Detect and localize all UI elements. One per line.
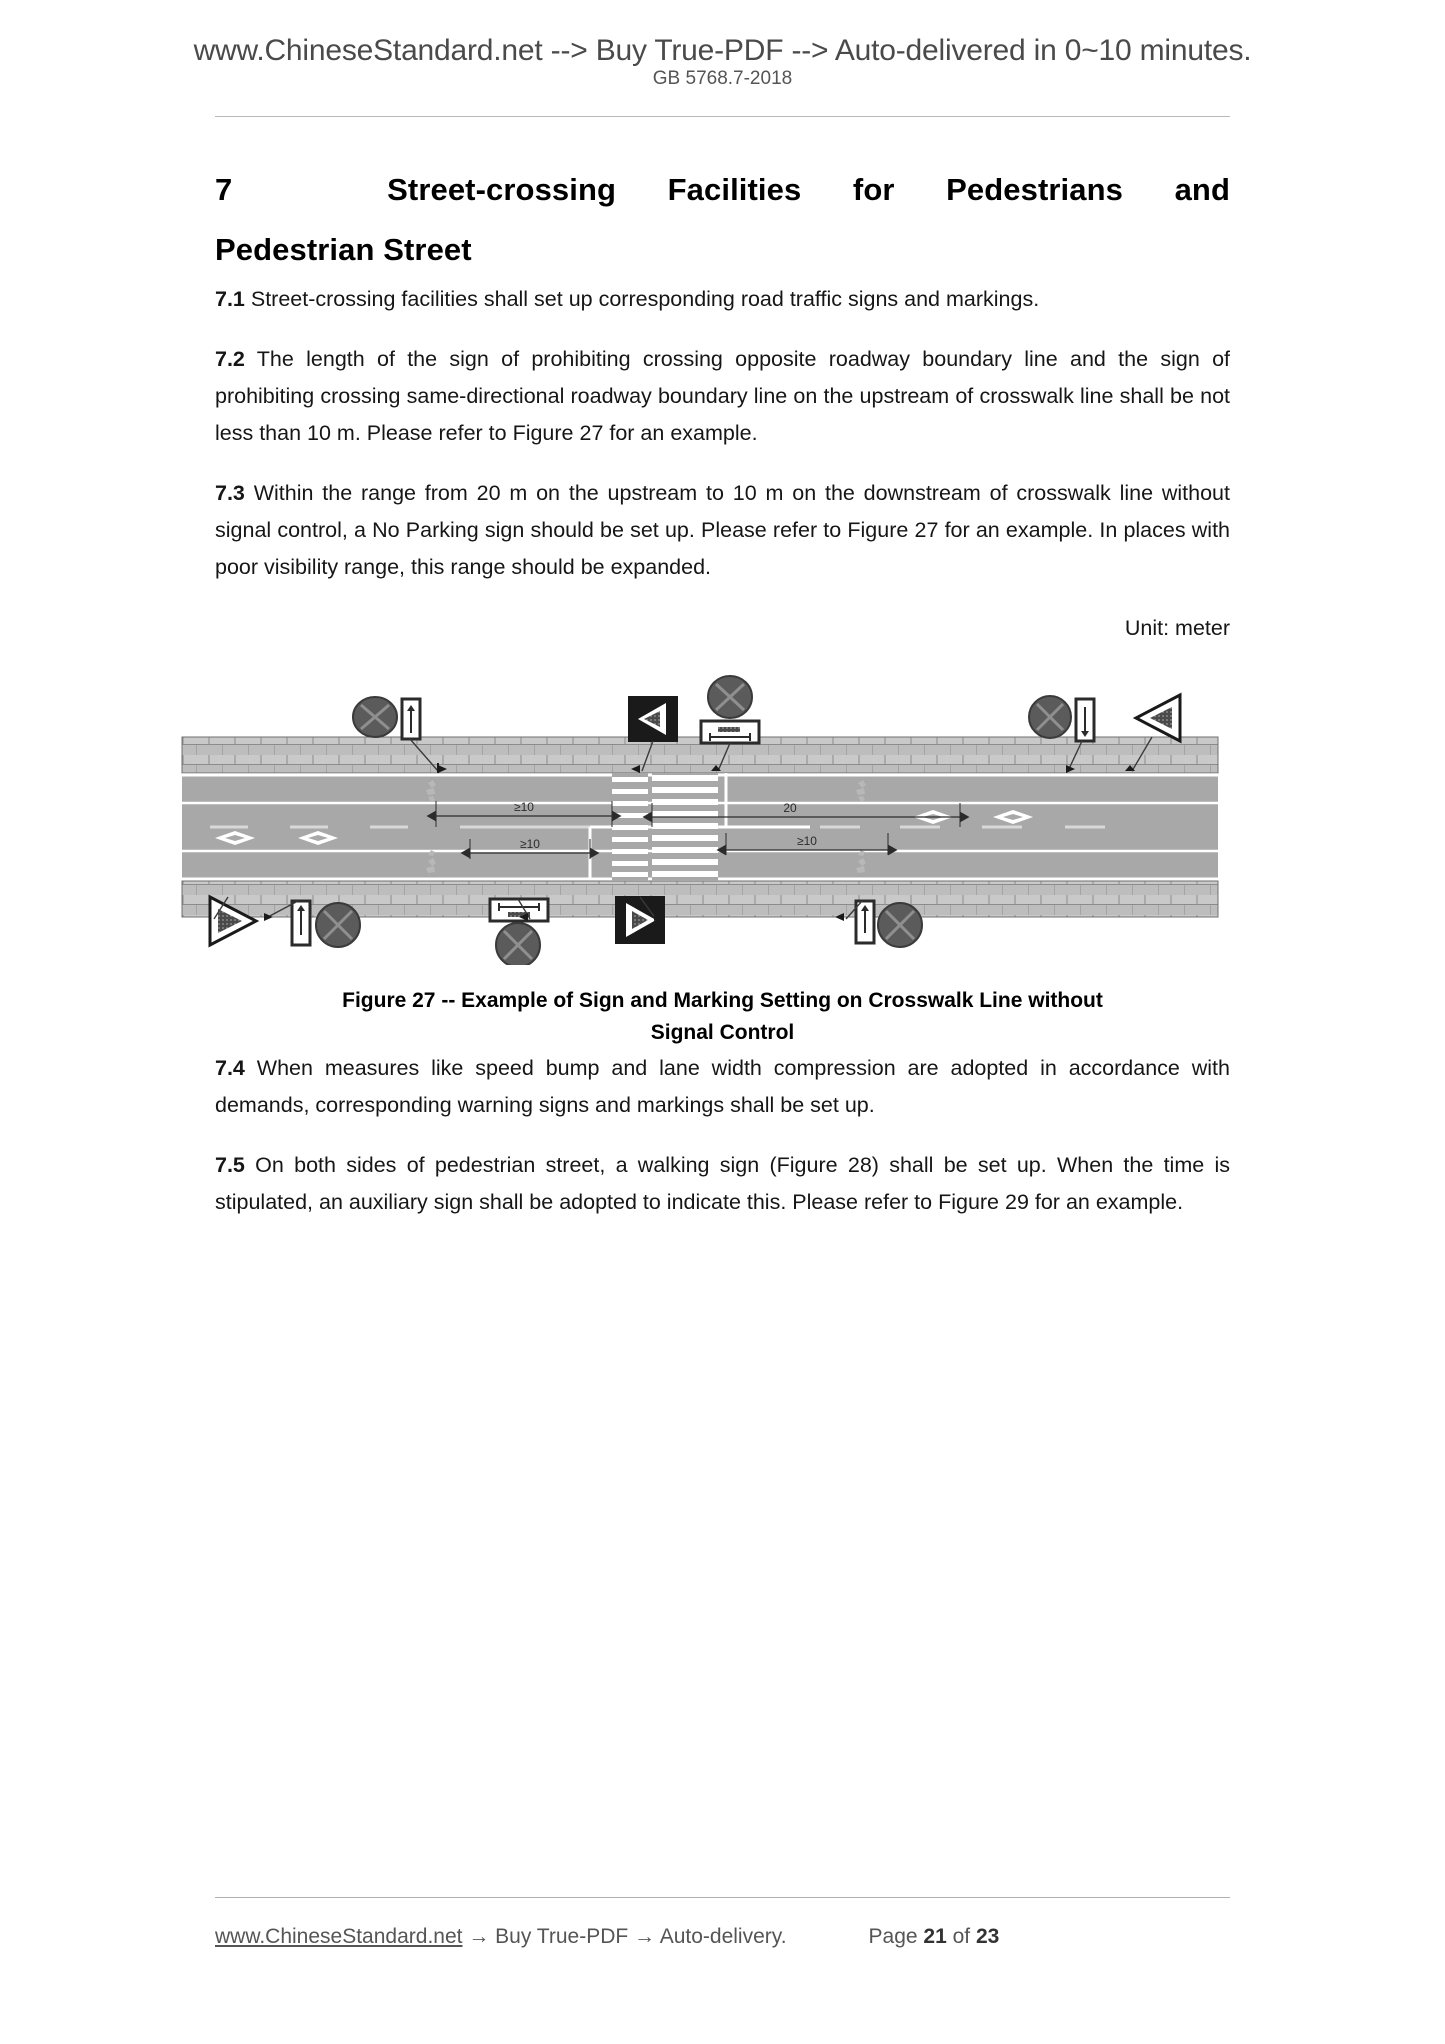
watermark-banner (0, 34, 1445, 68)
section-7-2-text: The length of the sign of prohibiting crossing opposite roadway boundary line and the sign of prohibiting crossing same-directional roadway boundary line on the upstream of crosswalk line shall be not less than 10 m. Please refer to Figure 27 for an example. (215, 346, 1230, 445)
sign-bottom-no-parking-3 (878, 903, 922, 947)
section-7-3 (215, 475, 1230, 586)
figure-caption-line-2: Signal Control (650, 1021, 795, 1045)
page-title (215, 160, 1230, 281)
heading-number: 7 (215, 172, 233, 207)
footer-site-link[interactable]: www.ChineseStandard.net (215, 1925, 463, 1948)
heading-line-2: Pedestrian Street (215, 232, 472, 268)
footer-promo (215, 1925, 787, 1949)
sign-top-prohibit-crossing-2 (1136, 695, 1180, 741)
dimension-label-lower-left: ≥10 (520, 836, 540, 851)
section-7-4-text: When measures like speed bump and lane width compression are adopted in accordance with demands, corresponding warning signs and markings shall be set up. (215, 1055, 1230, 1117)
figure-unit-label: Unit: meter (1124, 615, 1230, 640)
sign-top-auxiliary-plate-2 (701, 721, 759, 743)
section-7-1-text: Street-crossing facilities shall set up corresponding road traffic signs and markings. (244, 286, 1040, 311)
watermark-promo-text: www.ChineseStandard.net --> Buy True-PDF --> Auto-delivered in 0~10 minutes. (193, 34, 1252, 67)
sign-bottom-auxiliary-plate-1 (292, 901, 310, 945)
dimension-label-upper-right: 20 (783, 800, 797, 815)
section-7-2-number: 7.2 (215, 346, 245, 371)
sign-top-auxiliary-plate-1 (402, 699, 420, 739)
sign-bottom-auxiliary-plate-3 (856, 901, 874, 943)
page-content (215, 160, 1230, 1244)
sign-top-auxiliary-plate-3 (1076, 699, 1094, 741)
section-7-5 (215, 1147, 1230, 1221)
of-word: of (952, 1925, 971, 1948)
sign-bottom-prohibit-crossing-2 (616, 897, 664, 943)
sign-bottom-no-parking-2 (496, 923, 540, 965)
section-7-3-number: 7.3 (215, 480, 245, 505)
section-7-5-text: On both sides of pedestrian street, a walking sign (Figure 28) shall be set up. When the time is stipulated, an auxiliary sign shall be adopted to indicate this. Please refer to Figure 29 for an example. (215, 1152, 1230, 1214)
figure-caption-line-1: Figure 27 -- Example of Sign and Marking Setting on Crosswalk Line without (342, 988, 1103, 1012)
figure-27-caption (215, 985, 1230, 1050)
standard-code-label: GB 5768.7-2018 (652, 68, 793, 89)
sign-bottom-no-parking-1 (316, 903, 360, 947)
section-7-2 (215, 341, 1230, 452)
page-number-indicator (869, 1925, 1000, 1949)
section-7-1-number: 7.1 (215, 286, 245, 311)
sign-top-no-parking-1 (353, 697, 397, 737)
footer-tagline: → Buy True-PDF → Auto-delivery. (462, 1925, 787, 1948)
dimension-label-lower-right: ≥10 (797, 833, 817, 848)
footer-divider (215, 1897, 1230, 1898)
section-7-4 (215, 1050, 1230, 1124)
section-7-4-number: 7.4 (215, 1055, 245, 1080)
heading-text-1: Street-crossing Facilities for Pedestrians and (387, 172, 1230, 207)
page-footer (215, 1917, 1230, 1957)
figure-27 (215, 675, 1230, 965)
section-7-5-number: 7.5 (215, 1152, 245, 1177)
current-page-number: 21 (923, 1925, 947, 1948)
total-page-number: 23 (975, 1925, 1000, 1948)
crosswalk-zebra-marking (652, 773, 718, 881)
heading-line-1 (215, 160, 1230, 220)
sign-top-no-parking-2 (708, 676, 752, 718)
figure-27-diagram (170, 675, 1230, 965)
sign-top-prohibit-crossing-1 (629, 697, 677, 741)
section-7-1 (215, 281, 1230, 318)
dimension-label-upper-left: ≥10 (514, 799, 534, 814)
page-word: Page (868, 1925, 918, 1948)
sign-top-no-parking-3 (1029, 696, 1071, 738)
section-7-3-text: Within the range from 20 m on the upstream to 10 m on the downstream of crosswalk line without signal control, a No Parking sign should be set up. Please refer to Figure 27 for an example. In places with poor visibility range, this range should be expanded. (215, 480, 1230, 579)
sign-bottom-auxiliary-plate-2 (490, 899, 548, 921)
header-divider (215, 116, 1230, 117)
